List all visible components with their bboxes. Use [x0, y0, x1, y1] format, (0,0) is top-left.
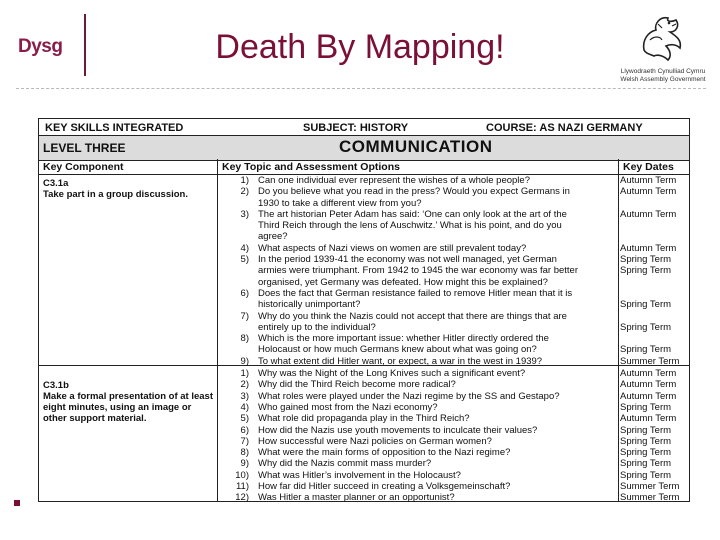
question-line: Why did the Nazis commit mass murder? [258, 458, 432, 470]
term-line [620, 277, 690, 288]
term-line: Spring Term [620, 299, 672, 311]
key-date [620, 175, 690, 186]
key-date [620, 458, 690, 469]
key-date [620, 288, 690, 311]
table-row [219, 254, 689, 288]
question-text [258, 470, 614, 481]
key-skills-label: KEY SKILLS INTEGRATED [45, 122, 184, 134]
question-number: 1) [240, 368, 249, 379]
key-date [620, 402, 690, 413]
question-line: Does the fact that German resistance failed to remove Hitler mean that it is [258, 288, 573, 299]
key-date [620, 481, 690, 492]
question-line: What roles were played under the Nazi regime by the SS and Gestapo? [258, 390, 560, 402]
term-line: Spring Term [620, 447, 672, 459]
term-line [620, 333, 690, 344]
crest-welsh-text: Llywodraeth Cynulliad Cymru [620, 68, 706, 75]
component-c3-1a: C3.1a Take part in a group discussion. [43, 178, 188, 200]
key-date [620, 186, 690, 209]
key-date [620, 470, 690, 481]
term-line: Summer Term [620, 492, 680, 504]
table-row [219, 243, 689, 254]
term-line: Spring Term [620, 254, 672, 266]
term-line: Spring Term [620, 458, 672, 470]
question-line: Why do you think the Nazis could not accept that there are things that are [258, 310, 567, 322]
key-date [620, 254, 690, 288]
document-header [39, 119, 689, 133]
term-line: Summer Term [620, 355, 680, 367]
question-line: What role did propaganda play in the Third Reich? [258, 413, 470, 425]
table-row [219, 470, 689, 481]
term-line: Autumn Term [620, 390, 677, 402]
key-skills-document [38, 118, 690, 502]
question-line: organised, yet Germany was defeated. How might this be explained? [258, 276, 548, 288]
term-line [620, 220, 690, 231]
column-header-component: Key Component [39, 159, 217, 175]
term-line [620, 231, 690, 242]
question-text [258, 243, 614, 254]
key-date [620, 333, 690, 356]
question-number: 2) [240, 379, 249, 391]
question-number: 9) [240, 355, 249, 367]
question-text [258, 436, 614, 447]
key-date [620, 425, 690, 436]
column-divider [217, 159, 218, 501]
table-row [219, 288, 689, 311]
column-header-dates: Key Dates [619, 159, 689, 175]
question-line: armies were triumphant. From 1942 to 1945 the war economy was far better [258, 265, 578, 277]
question-text [258, 186, 614, 209]
question-number: 7) [240, 435, 249, 447]
table-row [219, 379, 689, 390]
table-row [219, 333, 689, 356]
level-label: LEVEL THREE [43, 141, 126, 155]
question-text [258, 413, 614, 424]
question-text [258, 379, 614, 390]
question-number: 6) [240, 424, 249, 436]
key-date [620, 492, 690, 503]
question-number: 5) [240, 413, 249, 425]
term-line: Spring Term [620, 344, 672, 356]
question-line: Which is the more important issue: whether Hitler directly ordered the [258, 333, 549, 345]
key-date [620, 379, 690, 390]
question-line: How far did Hitler succeed in creating a Volksgemeinschaft? [258, 481, 511, 492]
table-row [219, 413, 689, 424]
question-number: 3) [240, 208, 249, 220]
slide-bullet [14, 500, 20, 506]
subject-label: SUBJECT: HISTORY [303, 122, 409, 134]
question-text [258, 356, 614, 367]
key-date [620, 391, 690, 402]
question-number: 9) [240, 458, 249, 470]
term-line: Summer Term [620, 481, 680, 492]
table-row [219, 436, 689, 447]
table-row [219, 425, 689, 436]
question-line: Why was the Night of the Long Knives such a significant event? [258, 368, 526, 379]
table-row [219, 209, 689, 243]
question-number: 12) [235, 492, 249, 504]
term-line: Autumn Term [620, 186, 677, 198]
question-number: 7) [240, 310, 249, 322]
table-row [219, 402, 689, 413]
question-line: entirely up to the individual? [258, 321, 376, 333]
question-number: 8) [240, 447, 249, 459]
question-line: How did the Nazis use youth movements to inculcate their values? [258, 424, 538, 436]
question-text [258, 425, 614, 436]
logo-text: Dysg [18, 36, 63, 57]
question-text [258, 288, 614, 311]
term-line: Autumn Term [620, 175, 677, 186]
question-line: Do you believe what you read in the press? Would you expect Germans in [258, 186, 570, 198]
question-text [258, 254, 614, 288]
question-line: Third Reich through the lens of Auschwitz.’ What is his point, and do you [258, 220, 562, 232]
key-date [620, 447, 690, 458]
column-header-topic: Key Topic and Assessment Options [218, 159, 618, 175]
table-row [219, 356, 689, 367]
dragon-crest-icon [636, 10, 690, 66]
term-line [620, 288, 690, 299]
table-row [219, 481, 689, 492]
question-text [258, 311, 614, 334]
term-line: Autumn Term [620, 242, 677, 254]
term-line: Spring Term [620, 435, 672, 447]
table-row [219, 447, 689, 458]
question-line: What was Hitler’s involvement in the Holocaust? [258, 469, 461, 481]
key-date [620, 209, 690, 243]
question-text [258, 391, 614, 402]
term-line [620, 311, 690, 322]
question-line: agree? [258, 231, 288, 243]
table-row [219, 492, 689, 503]
question-number: 10) [235, 469, 249, 481]
question-line: To what extent did Hitler want, or expect, a war in the west in 1939? [258, 355, 543, 367]
question-number: 5) [240, 254, 249, 266]
question-line: What were the main forms of opposition to the Nazi regime? [258, 447, 511, 459]
table-row [219, 391, 689, 402]
key-date [620, 311, 690, 334]
question-line: In the period 1939-41 the economy was not well managed, yet German [258, 254, 557, 266]
table-row [219, 175, 689, 186]
question-line: historically unimportant? [258, 299, 361, 311]
question-line: How successful were Nazi policies on German women? [258, 435, 492, 447]
table-row [219, 368, 689, 379]
component-c3-1b: C3.1b Make a formal presentation of at least eight minutes, using an image or other support material. [43, 380, 213, 424]
question-number: 1) [240, 175, 249, 186]
question-text [258, 368, 614, 379]
welsh-assembly-crest [618, 10, 708, 84]
question-text [258, 458, 614, 469]
key-date [620, 413, 690, 424]
question-text [258, 402, 614, 413]
header-divider [16, 88, 706, 89]
question-text [258, 481, 614, 492]
communication-banner: COMMUNICATION [339, 137, 493, 156]
question-number: 4) [240, 401, 249, 413]
term-line: Autumn Term [620, 379, 677, 391]
question-line: Holocaust or how much Germans knew about what was going on? [258, 344, 537, 356]
table-row [219, 458, 689, 469]
question-line: 1930 to take a different view from you? [258, 197, 422, 209]
key-date [620, 436, 690, 447]
term-line: Spring Term [620, 424, 672, 436]
term-line: Autumn Term [620, 368, 677, 379]
question-line: Why did the Third Reich become more radical? [258, 379, 456, 391]
table-row [219, 311, 689, 334]
question-number: 3) [240, 390, 249, 402]
slide-title: Death By Mapping! [215, 28, 505, 66]
question-text [258, 447, 614, 458]
question-line: Was Hitler a master planner or an opportunist? [258, 492, 455, 504]
question-number: 2) [240, 186, 249, 198]
question-text [258, 209, 614, 243]
term-line: Spring Term [620, 321, 672, 333]
question-text [258, 492, 614, 503]
question-line: Who gained most from the Nazi economy? [258, 401, 438, 413]
dysg-logo [14, 14, 86, 76]
term-line: Autumn Term [620, 208, 677, 220]
key-date [620, 243, 690, 254]
term-line: Spring Term [620, 469, 672, 481]
key-date [620, 356, 690, 367]
question-line: The art historian Peter Adam has said: ‘One can only look at the art of the [258, 208, 567, 220]
question-number: 11) [235, 481, 249, 492]
term-line: Autumn Term [620, 413, 677, 425]
key-date [620, 368, 690, 379]
question-line: Can one individual ever represent the wishes of a whole people? [258, 175, 530, 186]
term-line: Spring Term [620, 265, 672, 277]
question-number: 4) [240, 242, 249, 254]
question-text [258, 175, 614, 186]
level-banner [39, 135, 689, 161]
question-text [258, 333, 614, 356]
table-row [219, 186, 689, 209]
term-line [620, 198, 690, 209]
question-number: 8) [240, 333, 249, 345]
term-line: Spring Term [620, 401, 672, 413]
crest-english-text: Welsh Assembly Government [620, 76, 706, 83]
question-line: What aspects of Nazi views on women are still prevalent today? [258, 242, 527, 254]
question-number: 6) [240, 288, 249, 299]
course-label: COURSE: AS NAZI GERMANY [486, 122, 643, 134]
